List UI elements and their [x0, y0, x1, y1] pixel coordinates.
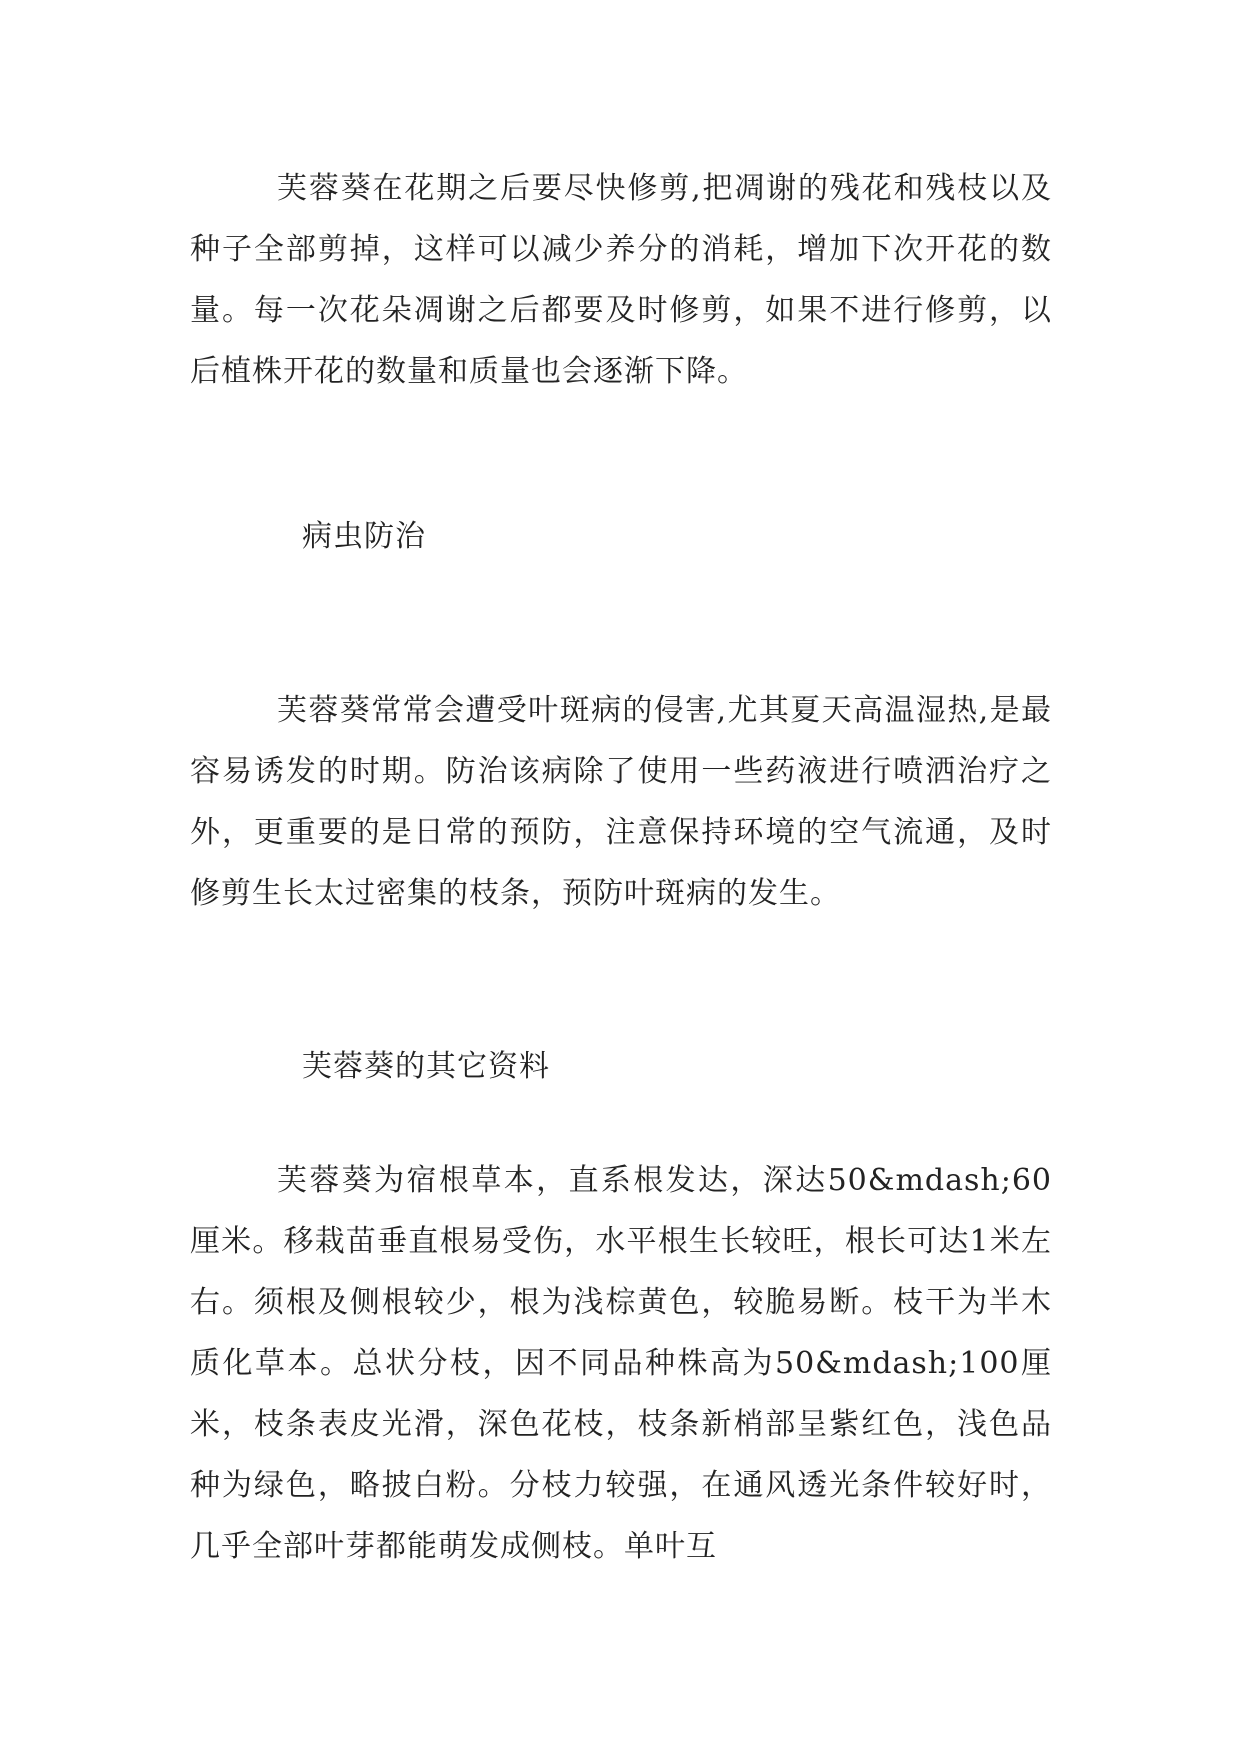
paragraph-text: 芙蓉葵常常会遭受叶斑病的侵害,尤其夏天高温湿热,是最容易诱发的时期。防治该病除了使用一些药液进行喷洒治疗之外，更重要的是日常的预防，注意保持环境的空气流通，及时修剪生长太过密集的枝条，预防叶斑病的发生。	[190, 693, 1052, 911]
section-heading-pest-control	[190, 506, 1052, 567]
paragraph-text: 芙蓉葵在花期之后要尽快修剪,把凋谢的残花和残枝以及种子全部剪掉，这样可以减少养分的消耗，增加下次开花的数量。每一次花朵凋谢之后都要及时修剪，如果不进行修剪，以后植株开花的数量和质量也会逐渐下降。	[190, 171, 1052, 389]
paragraph-text: 芙蓉葵为宿根草本，直系根发达，深达50&mdash;60厘米。移栽苗垂直根易受伤，水平根生长较旺，根长可达1米左右。须根及侧根较少，根为浅棕黄色，较脆易断。枝干为半木质化草本。总状分枝，因不同品种株高为50&mdash;100厘米，枝条表皮光滑，深色花枝，枝条新梢部呈紫红色，浅色品种为绿色，略披白粉。分枝力较强，在通风透光条件较好时，几乎全部叶芽都能萌发成侧枝。单叶互	[190, 1163, 1052, 1564]
heading-text: 芙蓉葵的其它资料	[302, 1049, 550, 1084]
heading-text: 病虫防治	[302, 519, 426, 554]
section-heading-other-info	[190, 1036, 1052, 1097]
paragraph-leaf-spot	[190, 680, 1052, 924]
paragraph-plant-description	[190, 1150, 1052, 1577]
paragraph-pruning	[190, 158, 1052, 402]
